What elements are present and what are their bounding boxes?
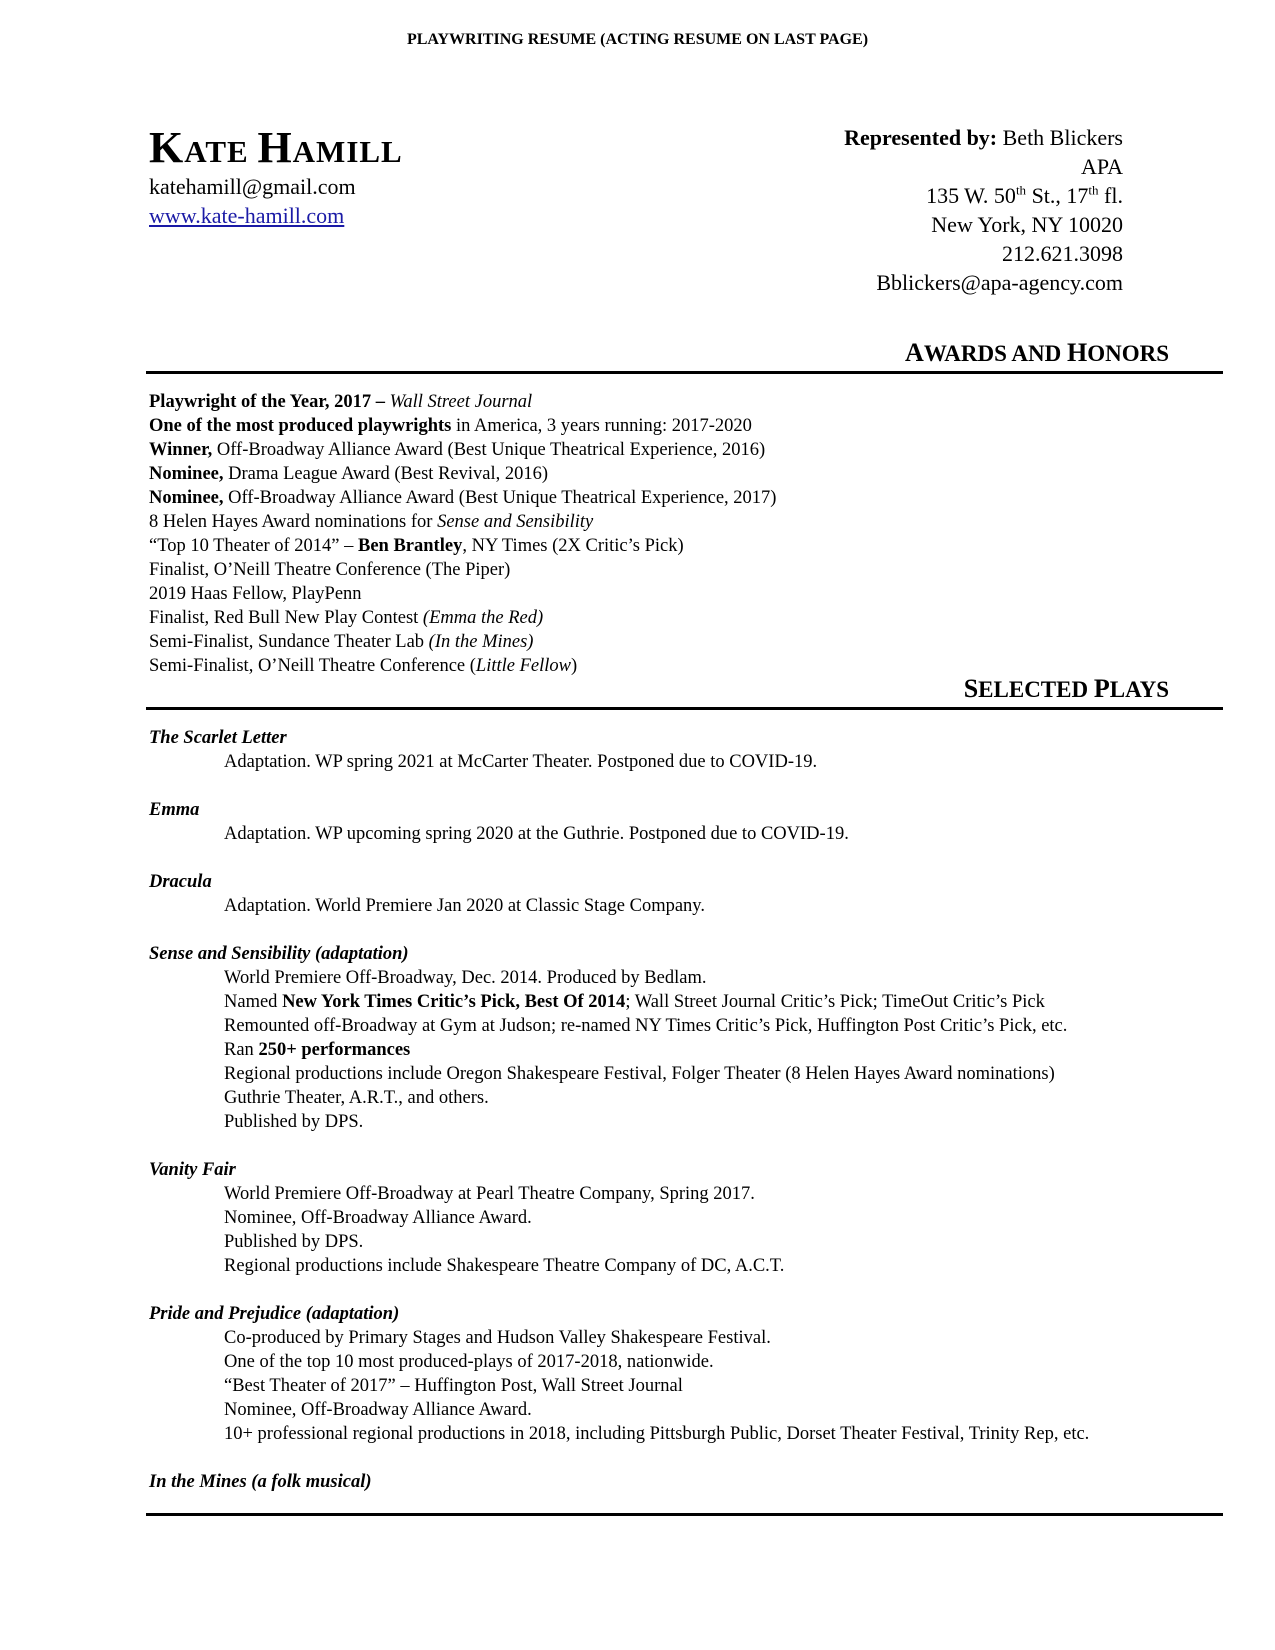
play-entry: [149, 1302, 1229, 1446]
play-detail: Published by DPS.: [224, 1112, 364, 1132]
plays-divider: [146, 707, 1223, 710]
play-detail: Regional productions include Oregon Shakespeare Festival, Folger Theater (8 Helen Hayes Award nominations): [224, 1064, 1055, 1084]
play-title: The Scarlet Letter: [149, 728, 287, 748]
play-detail: Adaptation. WP upcoming spring 2020 at the Guthrie. Postponed due to COVID-19.: [224, 824, 849, 844]
rep-email: Bblickers@apa-agency.com: [876, 270, 1123, 295]
award-item: One of the most produced playwrights in America, 3 years running: 2017-2020: [149, 416, 752, 436]
play-title: Dracula: [149, 872, 212, 892]
play-detail: World Premiere Off-Broadway, Dec. 2014. Produced by Bedlam.: [224, 968, 707, 988]
play-detail: Named New York Times Critic’s Pick, Best Of 2014; Wall Street Journal Critic’s Pick; TimeOut Critic’s Pick: [224, 992, 1045, 1012]
play-entry: [149, 1470, 1229, 1494]
award-item: Nominee, Off-Broadway Alliance Award (Best Unique Theatrical Experience, 2017): [149, 488, 777, 508]
rep-agent-line: Represented by: Beth Blickers: [844, 125, 1123, 150]
play-title: Vanity Fair: [149, 1160, 236, 1180]
award-item: Finalist, O’Neill Theatre Conference (The Piper): [149, 560, 511, 580]
play-detail: Ran 250+ performances: [224, 1040, 411, 1060]
name-block: [149, 123, 403, 230]
awards-heading: AWARDS AND HONORS: [905, 338, 1169, 367]
rep-phone: 212.621.3098: [1002, 241, 1123, 266]
website-link[interactable]: www.kate-hamill.com: [149, 203, 345, 228]
play-detail: Regional productions include Shakespeare Theatre Company of DC, A.C.T.: [224, 1256, 785, 1276]
award-item: Playwright of the Year, 2017 – Wall Street Journal: [149, 392, 533, 412]
award-item: “Top 10 Theater of 2014” – Ben Brantley, NY Times (2X Critic’s Pick): [149, 536, 684, 556]
plays-list: [149, 726, 1229, 1518]
award-item: 2019 Haas Fellow, PlayPenn: [149, 584, 362, 604]
play-title: Sense and Sensibility (adaptation): [149, 944, 409, 964]
play-entry: [149, 1158, 1229, 1278]
resume-name: KATE HAMILL: [149, 123, 403, 172]
play-detail: Adaptation. World Premiere Jan 2020 at Classic Stage Company.: [224, 896, 705, 916]
play-detail: 10+ professional regional productions in 2018, including Pittsburgh Public, Dorset Theater Festival, Trinity Rep, etc.: [224, 1424, 1090, 1444]
rep-agency: APA: [1081, 154, 1123, 179]
play-detail: World Premiere Off-Broadway at Pearl Theatre Company, Spring 2017.: [224, 1184, 755, 1204]
play-entry: [149, 942, 1229, 1134]
page-banner: PLAYWRITING RESUME (ACTING RESUME ON LAST PAGE): [406, 31, 869, 48]
play-detail: Nominee, Off-Broadway Alliance Award.: [224, 1208, 532, 1228]
award-item: 8 Helen Hayes Award nominations for Sense and Sensibility: [149, 512, 594, 532]
play-detail: Remounted off-Broadway at Gym at Judson; re-named NY Times Critic’s Pick, Huffington Post Critic’s Pick, etc.: [224, 1016, 1068, 1036]
representation-block: [844, 123, 1123, 297]
play-entry: [149, 798, 1229, 846]
play-detail: Nominee, Off-Broadway Alliance Award.: [224, 1400, 532, 1420]
award-item: Finalist, Red Bull New Play Contest (Emma the Red): [149, 608, 544, 628]
play-title: Emma: [149, 800, 200, 820]
play-title: Pride and Prejudice (adaptation): [149, 1304, 400, 1324]
award-item: Semi-Finalist, Sundance Theater Lab (In the Mines): [149, 632, 534, 652]
awards-divider: [146, 371, 1223, 374]
footer-divider: [146, 1513, 1223, 1516]
award-item: Semi-Finalist, O’Neill Theatre Conference (Little Fellow): [149, 656, 578, 676]
play-detail: Guthrie Theater, A.R.T., and others.: [224, 1088, 489, 1108]
award-item: Winner, Off-Broadway Alliance Award (Best Unique Theatrical Experience, 2016): [149, 440, 766, 460]
play-entry: [149, 726, 1229, 774]
rep-address: 135 W. 50th St., 17th fl.: [926, 182, 1123, 208]
play-detail: “Best Theater of 2017” – Huffington Post, Wall Street Journal: [224, 1376, 683, 1396]
plays-heading: SELECTED PLAYS: [963, 674, 1169, 703]
play-detail: Adaptation. WP spring 2021 at McCarter Theater. Postponed due to COVID-19.: [224, 752, 818, 772]
awards-list: [149, 390, 776, 678]
award-item: Nominee, Drama League Award (Best Revival, 2016): [149, 464, 549, 484]
play-detail: Co-produced by Primary Stages and Hudson Valley Shakespeare Festival.: [224, 1328, 771, 1348]
email-text: katehamill@gmail.com: [149, 174, 356, 199]
play-entry: [149, 870, 1229, 918]
play-title: In the Mines (a folk musical): [149, 1472, 372, 1492]
play-detail: One of the top 10 most produced-plays of 2017-2018, nationwide.: [224, 1352, 714, 1372]
play-detail: Published by DPS.: [224, 1232, 364, 1252]
rep-city: New York, NY 10020: [931, 212, 1123, 237]
